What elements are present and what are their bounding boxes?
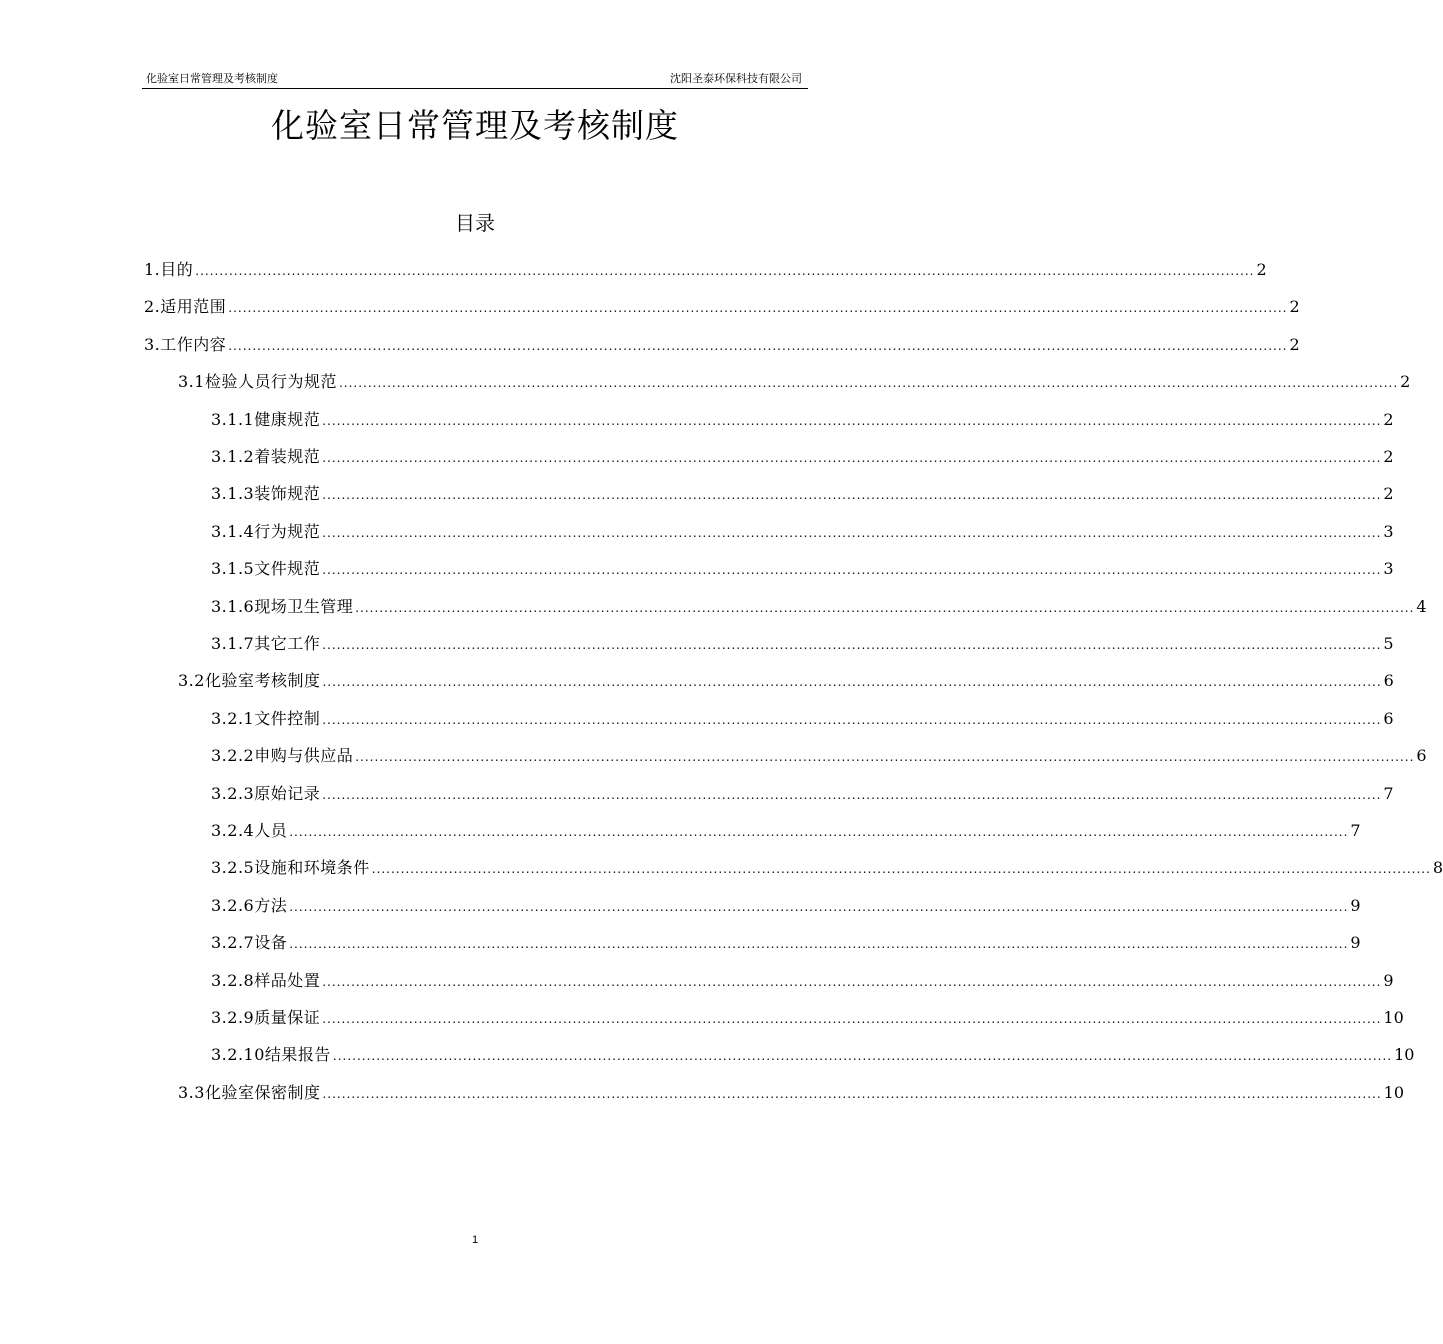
page-number: 1 bbox=[471, 1234, 479, 1246]
toc-entry[interactable] bbox=[211, 1043, 1415, 1067]
toc-leader-dots: ............................................................................................................................................................................................................................ bbox=[371, 862, 1431, 876]
toc-leader-dots: ............................................................................................................................................................................................................................ bbox=[322, 788, 1382, 802]
toc-entry-label: 3.1.6现场卫生管理 bbox=[211, 597, 354, 616]
toc-entry[interactable] bbox=[211, 856, 1443, 880]
toc-entry[interactable] bbox=[211, 969, 1394, 993]
toc-entry-label: 3.2.8样品处置 bbox=[211, 971, 321, 990]
toc-entry-label: 3.2.10结果报告 bbox=[211, 1045, 331, 1064]
toc-entry[interactable] bbox=[211, 445, 1394, 469]
toc-entry-label: 3.2.3原始记录 bbox=[211, 784, 321, 803]
toc-entry[interactable] bbox=[144, 333, 1300, 357]
toc-entry[interactable] bbox=[178, 669, 1394, 693]
toc-leader-dots: ............................................................................................................................................................................................................................ bbox=[322, 638, 1382, 652]
toc-entry[interactable] bbox=[211, 1006, 1404, 1030]
toc-entry-label: 3.1.7其它工作 bbox=[211, 634, 321, 653]
toc-leader-dots: ............................................................................................................................................................................................................................ bbox=[332, 1049, 1393, 1063]
toc-entry[interactable] bbox=[211, 744, 1427, 768]
toc-entry-label: 1.目的 bbox=[144, 260, 194, 279]
toc-leader-dots: ............................................................................................................................................................................................................................ bbox=[228, 339, 1288, 353]
toc-entry[interactable] bbox=[211, 595, 1427, 619]
toc-entry-label: 3.1.5文件规范 bbox=[211, 559, 321, 578]
toc-entry-label: 3.1.1健康规范 bbox=[211, 410, 321, 429]
toc-leader-dots: ............................................................................................................................................................................................................................ bbox=[289, 937, 1349, 951]
toc-entry-page: 2 bbox=[1289, 297, 1300, 316]
header-right-text: 沈阳圣泰环保科技有限公司 bbox=[670, 72, 802, 85]
toc-leader-dots: ............................................................................................................................................................................................................................ bbox=[322, 451, 1382, 465]
toc-entry-label: 3.2.5设施和环境条件 bbox=[211, 858, 370, 877]
toc-entry-page: 6 bbox=[1383, 709, 1394, 728]
toc-entry-page: 9 bbox=[1350, 933, 1361, 952]
document-title: 化验室日常管理及考核制度 bbox=[271, 106, 679, 145]
toc-entry-label: 3.2.6方法 bbox=[211, 896, 288, 915]
toc-entry-page: 8 bbox=[1432, 858, 1443, 877]
toc-entry-page: 2 bbox=[1256, 260, 1267, 279]
toc-entry[interactable] bbox=[178, 1081, 1404, 1105]
toc-entry-label: 3.2.2申购与供应品 bbox=[211, 746, 354, 765]
toc-entry-label: 3.2化验室考核制度 bbox=[178, 671, 321, 690]
toc-entry-page: 3 bbox=[1383, 559, 1394, 578]
toc-entry-page: 6 bbox=[1416, 746, 1427, 765]
toc-entry-page: 10 bbox=[1383, 1083, 1404, 1102]
toc-entry-label: 3.1.2着装规范 bbox=[211, 447, 321, 466]
toc-leader-dots: ............................................................................................................................................................................................................................ bbox=[338, 376, 1399, 390]
toc-entry-label: 3.3化验室保密制度 bbox=[178, 1083, 321, 1102]
toc-entry-page: 2 bbox=[1383, 447, 1394, 466]
header-left-text: 化验室日常管理及考核制度 bbox=[146, 72, 278, 85]
toc-leader-dots: ............................................................................................................................................................................................................................ bbox=[322, 526, 1382, 540]
toc-entry[interactable] bbox=[211, 632, 1394, 656]
toc-entry[interactable] bbox=[178, 370, 1411, 394]
toc-entry[interactable] bbox=[211, 408, 1394, 432]
toc-entry-label: 3.1.4行为规范 bbox=[211, 522, 321, 541]
toc-title: 目录 bbox=[455, 211, 495, 235]
toc-entry[interactable] bbox=[211, 931, 1361, 955]
toc-entry-label: 3.1.3装饰规范 bbox=[211, 484, 321, 503]
toc-entry-page: 7 bbox=[1350, 821, 1361, 840]
toc-entry-page: 6 bbox=[1383, 671, 1394, 690]
toc-leader-dots: ............................................................................................................................................................................................................................ bbox=[322, 975, 1382, 989]
toc-entry[interactable] bbox=[211, 782, 1394, 806]
toc-entry-page: 2 bbox=[1383, 410, 1394, 429]
toc-entry-page: 4 bbox=[1416, 597, 1427, 616]
toc-entry-page: 2 bbox=[1383, 484, 1394, 503]
toc-leader-dots: ............................................................................................................................................................................................................................ bbox=[322, 563, 1382, 577]
toc-leader-dots: ............................................................................................................................................................................................................................ bbox=[355, 750, 1415, 764]
toc-leader-dots: ............................................................................................................................................................................................................................ bbox=[322, 488, 1382, 502]
toc-entry-page: 9 bbox=[1383, 971, 1394, 990]
toc-entry-page: 9 bbox=[1350, 896, 1361, 915]
toc-entry-label: 3.2.4人员 bbox=[211, 821, 288, 840]
toc-leader-dots: ............................................................................................................................................................................................................................ bbox=[322, 1087, 1382, 1101]
toc-leader-dots: ............................................................................................................................................................................................................................ bbox=[322, 1012, 1382, 1026]
toc-entry-page: 7 bbox=[1383, 784, 1394, 803]
toc-entry-page: 3 bbox=[1383, 522, 1394, 541]
page-header bbox=[142, 72, 808, 89]
toc-entry[interactable] bbox=[211, 482, 1394, 506]
toc-entry-label: 3.工作内容 bbox=[144, 335, 227, 354]
toc-entry[interactable] bbox=[211, 819, 1361, 843]
toc-entry-page: 5 bbox=[1383, 634, 1394, 653]
toc-entry[interactable] bbox=[211, 894, 1361, 918]
toc-entry-page: 10 bbox=[1383, 1008, 1404, 1027]
toc-entry-page: 2 bbox=[1400, 372, 1411, 391]
toc-leader-dots: ............................................................................................................................................................................................................................ bbox=[322, 713, 1382, 727]
toc-entry[interactable] bbox=[144, 258, 1267, 282]
toc-leader-dots: ............................................................................................................................................................................................................................ bbox=[228, 301, 1288, 315]
toc-entry-label: 3.1检验人员行为规范 bbox=[178, 372, 337, 391]
toc-entry[interactable] bbox=[211, 707, 1394, 731]
toc-entry-label: 3.2.9质量保证 bbox=[211, 1008, 321, 1027]
toc-entry[interactable] bbox=[144, 295, 1300, 319]
toc-leader-dots: ............................................................................................................................................................................................................................ bbox=[355, 601, 1415, 615]
toc-leader-dots: ............................................................................................................................................................................................................................ bbox=[289, 825, 1349, 839]
toc-entry-label: 3.2.1文件控制 bbox=[211, 709, 321, 728]
toc-entry-label: 3.2.7设备 bbox=[211, 933, 288, 952]
toc-leader-dots: ............................................................................................................................................................................................................................ bbox=[195, 264, 1255, 278]
toc-entry[interactable] bbox=[211, 520, 1394, 544]
toc-leader-dots: ............................................................................................................................................................................................................................ bbox=[289, 900, 1349, 914]
toc-entry-page: 10 bbox=[1394, 1045, 1415, 1064]
toc-entry[interactable] bbox=[211, 557, 1394, 581]
toc-leader-dots: ............................................................................................................................................................................................................................ bbox=[322, 414, 1382, 428]
toc-entry-page: 2 bbox=[1289, 335, 1300, 354]
toc-leader-dots: ............................................................................................................................................................................................................................ bbox=[322, 675, 1382, 689]
toc-entry-label: 2.适用范围 bbox=[144, 297, 227, 316]
